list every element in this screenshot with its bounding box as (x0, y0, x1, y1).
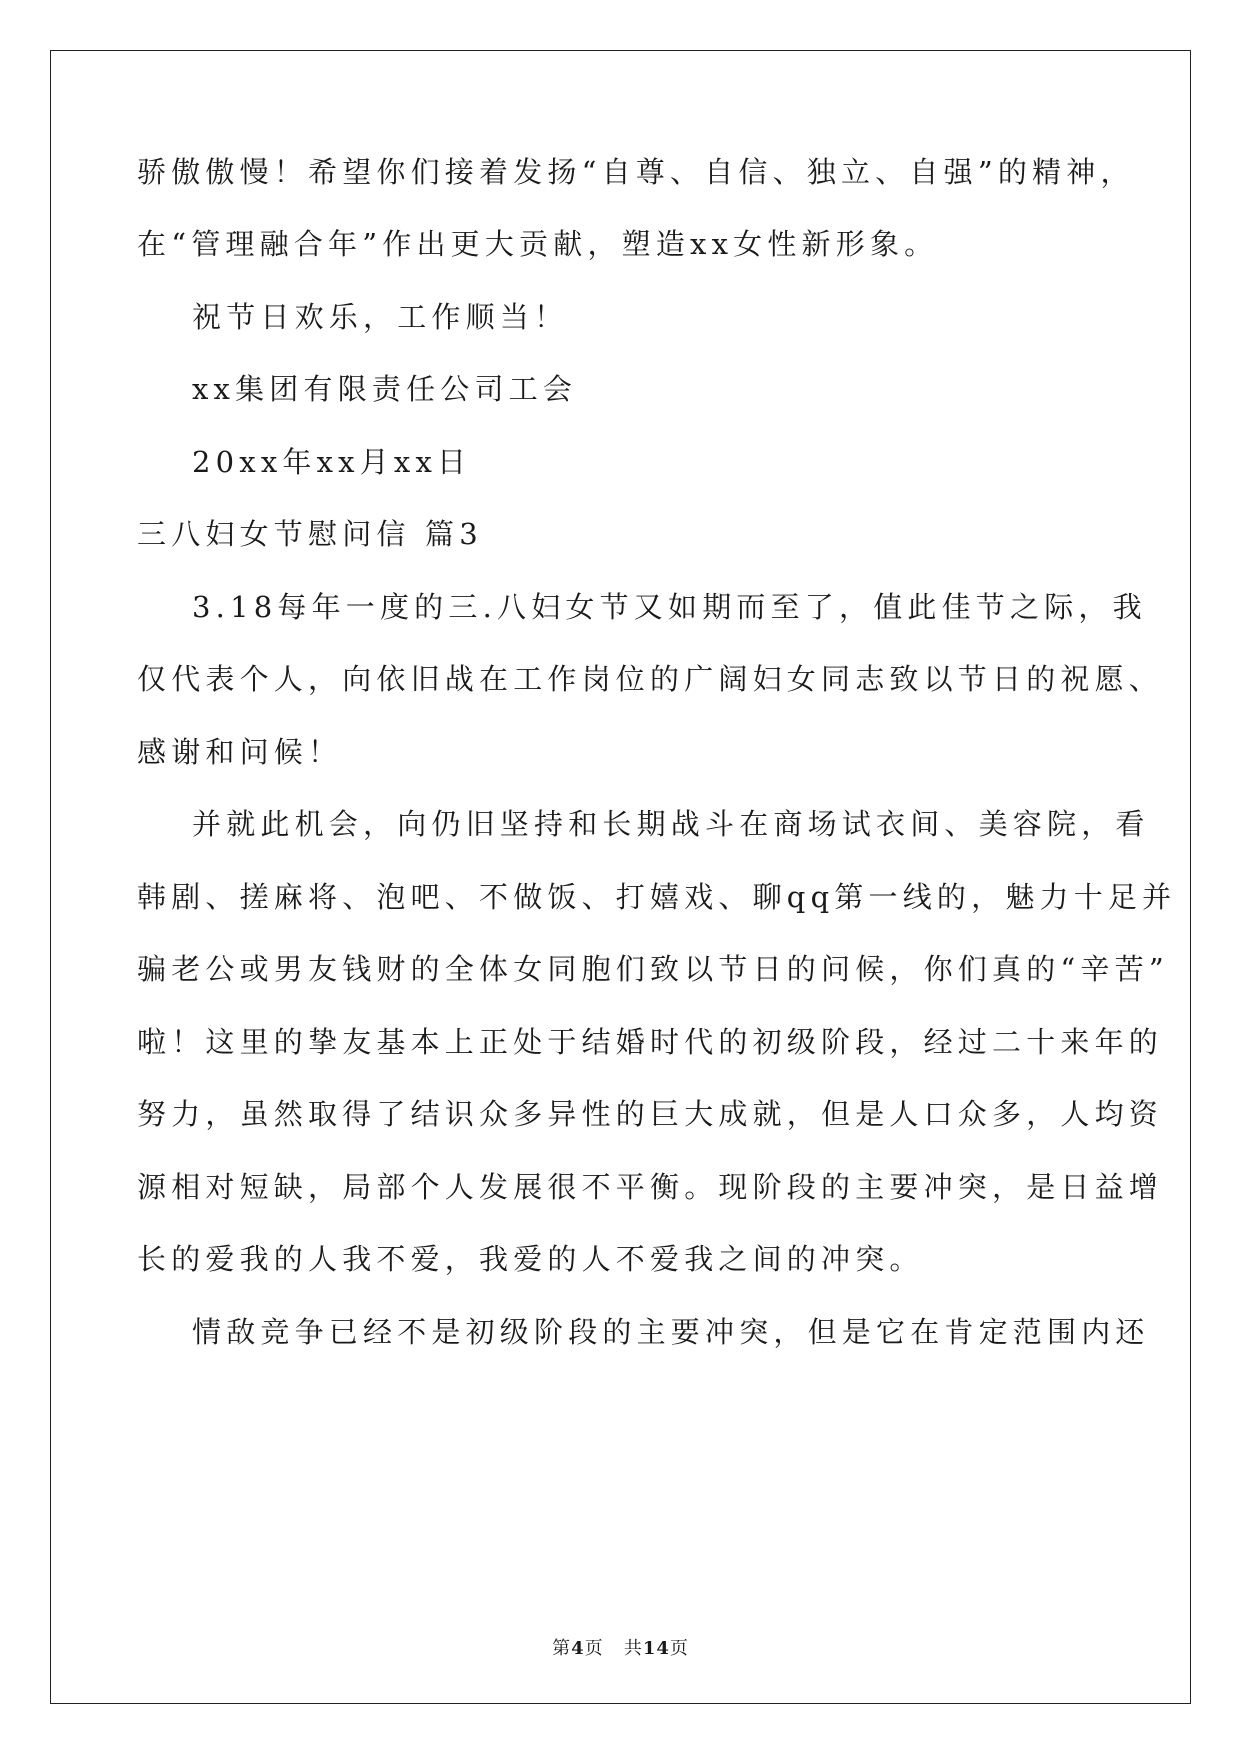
text-line: 骗老公或男友钱财的全体女同胞们致以节日的问候，你们真的“辛苦” (137, 952, 1169, 986)
text-line: 情敌竞争已经不是初级阶段的主要冲突，但是它在肯定范围内还 (192, 1315, 1150, 1349)
footer-total-suffix: 页 (669, 1638, 689, 1659)
signature-date: 20xx年xx月xx日 (192, 445, 472, 479)
text-line: 韩剧、搓麻将、泡吧、不做饭、打嬉戏、聊qq第一线的，魅力十足并 (137, 880, 1177, 914)
footer-prefix: 第 (552, 1638, 572, 1659)
text-line: 源相对短缺，局部个人发展很不平衡。现阶段的主要冲突，是日益增 (137, 1170, 1164, 1204)
footer-current-page: 4 (571, 1638, 585, 1659)
section-heading: 三八妇女节慰问信 篇3 (137, 517, 483, 551)
footer-total-prefix: 共 (623, 1638, 643, 1659)
text-line: 啦！这里的挚友基本上正处于结婚时代的初级阶段，经过二十来年的 (137, 1025, 1164, 1059)
text-line: 3.18每年一度的三.八妇女节又如期而至了，值此佳节之际，我 (192, 590, 1147, 624)
text-line: 长的爱我的人我不爱，我爱的人不爱我之间的冲突。 (137, 1242, 924, 1276)
text-line: 并就此机会，向仍旧坚持和长期战斗在商场试衣间、美容院，看 (192, 807, 1150, 841)
text-line: 感谢和问候！ (137, 735, 343, 769)
text-line: 仅代表个人，向依旧战在工作岗位的广阔妇女同志致以节日的祝愿、 (137, 662, 1164, 696)
text-line: 努力，虽然取得了结识众多异性的巨大成就，但是人口众多，人均资 (137, 1097, 1164, 1131)
footer-total-pages: 14 (642, 1638, 670, 1659)
signature-org: xx集团有限责任公司工会 (192, 372, 578, 406)
footer-page-word: 页 (584, 1638, 604, 1659)
text-line: 骄傲傲慢！希望你们接着发扬“自尊、自信、独立、自强”的精神， (137, 155, 1135, 189)
text-line: 在“管理融合年”作出更大贡献，塑造xx女性新形象。 (137, 227, 939, 261)
text-line: 祝节日欢乐，工作顺当！ (192, 300, 569, 334)
page-footer (0, 1637, 1241, 1661)
